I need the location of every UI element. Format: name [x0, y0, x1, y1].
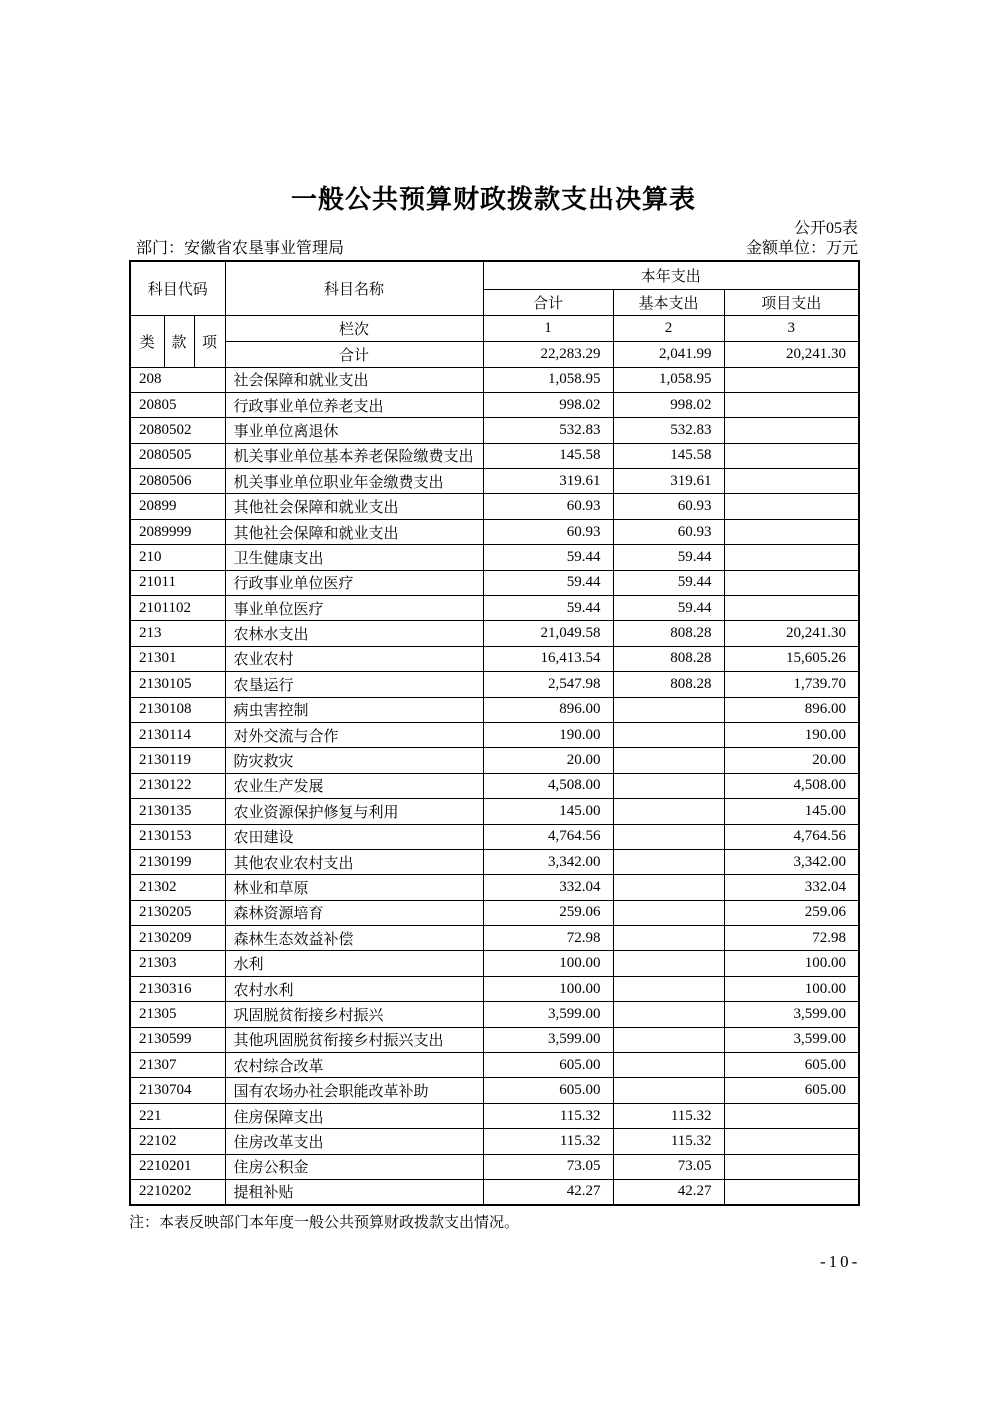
row-basic-cell: [613, 926, 724, 951]
grand-total-project: 20,241.30: [724, 341, 859, 367]
row-code-cell: 2130105: [130, 672, 225, 697]
row-basic-cell: [613, 799, 724, 824]
table-row: [130, 418, 859, 443]
row-project-cell: 100.00: [724, 976, 859, 1001]
row-name-cell: 卫生健康支出: [225, 545, 483, 570]
row-code-cell: 2210201: [130, 1154, 225, 1179]
row-project-cell: 605.00: [724, 1078, 859, 1103]
row-code-cell: 2130122: [130, 773, 225, 798]
row-total-cell: 100.00: [483, 951, 613, 976]
table-row: [130, 646, 859, 671]
row-total-cell: 998.02: [483, 392, 613, 417]
row-total-cell: 2,547.98: [483, 672, 613, 697]
table-row: [130, 1053, 859, 1078]
table-row: [130, 367, 859, 392]
grand-total-total: 22,283.29: [483, 341, 613, 367]
row-project-cell: 4,508.00: [724, 773, 859, 798]
row-project-cell: 259.06: [724, 900, 859, 925]
header-column-index-label: 栏次: [225, 315, 483, 341]
table-row: [130, 1002, 859, 1027]
page-number: -10-: [820, 1252, 861, 1271]
row-name-cell: 行政事业单位医疗: [225, 570, 483, 595]
row-code-cell: 2210202: [130, 1180, 225, 1205]
grand-total-label: 合计: [225, 341, 483, 367]
row-code-cell: 208: [130, 367, 225, 392]
row-code-cell: 20805: [130, 392, 225, 417]
row-total-cell: 4,764.56: [483, 824, 613, 849]
table-row: [130, 976, 859, 1001]
table-row: [130, 951, 859, 976]
row-project-cell: 1,739.70: [724, 672, 859, 697]
row-code-cell: 2130153: [130, 824, 225, 849]
table-row: [130, 621, 859, 646]
table-row: [130, 570, 859, 595]
row-total-cell: 259.06: [483, 900, 613, 925]
row-basic-cell: 73.05: [613, 1154, 724, 1179]
form-code-label: 公开05表: [793, 220, 858, 237]
row-name-cell: 农田建设: [225, 824, 483, 849]
table-row: [130, 1180, 859, 1205]
row-project-cell: 3,599.00: [724, 1027, 859, 1052]
row-project-cell: [724, 443, 859, 468]
table-row: [130, 443, 859, 468]
row-basic-cell: [613, 824, 724, 849]
row-project-cell: [724, 494, 859, 519]
row-basic-cell: [613, 1078, 724, 1103]
row-project-cell: 20.00: [724, 748, 859, 773]
row-project-cell: [724, 392, 859, 417]
row-name-cell: 国有农场办社会职能改革补助: [225, 1078, 483, 1103]
row-basic-cell: 60.93: [613, 519, 724, 544]
header-col-no-3: 3: [724, 315, 859, 341]
row-basic-cell: 60.93: [613, 494, 724, 519]
row-name-cell: 巩固脱贫衔接乡村振兴: [225, 1002, 483, 1027]
row-basic-cell: 59.44: [613, 570, 724, 595]
table-row: [130, 900, 859, 925]
row-name-cell: 农村水利: [225, 976, 483, 1001]
row-name-cell: 其他社会保障和就业支出: [225, 519, 483, 544]
row-name-cell: 农林水支出: [225, 621, 483, 646]
row-code-cell: 2130704: [130, 1078, 225, 1103]
row-name-cell: 提租补贴: [225, 1180, 483, 1205]
row-code-cell: 221: [130, 1103, 225, 1128]
row-basic-cell: [613, 1053, 724, 1078]
row-project-cell: 190.00: [724, 722, 859, 747]
row-name-cell: 森林资源培育: [225, 900, 483, 925]
unit-label: 金额单位：万元: [745, 240, 858, 257]
row-name-cell: 农业生产发展: [225, 773, 483, 798]
row-name-cell: 农垦运行: [225, 672, 483, 697]
row-total-cell: 605.00: [483, 1053, 613, 1078]
row-total-cell: 20.00: [483, 748, 613, 773]
row-basic-cell: [613, 1027, 724, 1052]
row-name-cell: 机关事业单位基本养老保险缴费支出: [225, 443, 483, 468]
header-col-basic: 基本支出: [613, 289, 724, 315]
table-row: [130, 875, 859, 900]
table-row: [130, 545, 859, 570]
row-total-cell: 115.32: [483, 1129, 613, 1154]
row-total-cell: 896.00: [483, 697, 613, 722]
row-code-cell: 2089999: [130, 519, 225, 544]
table-row: [130, 494, 859, 519]
row-code-cell: 21307: [130, 1053, 225, 1078]
header-col-no-1: 1: [483, 315, 613, 341]
row-basic-cell: [613, 976, 724, 1001]
row-name-cell: 行政事业单位养老支出: [225, 392, 483, 417]
row-total-cell: 16,413.54: [483, 646, 613, 671]
row-project-cell: [724, 570, 859, 595]
table-row: [130, 1103, 859, 1128]
table-row: [130, 773, 859, 798]
row-project-cell: 3,599.00: [724, 1002, 859, 1027]
row-total-cell: 3,599.00: [483, 1002, 613, 1027]
row-total-cell: 3,342.00: [483, 849, 613, 874]
row-code-cell: 2130135: [130, 799, 225, 824]
row-name-cell: 其他社会保障和就业支出: [225, 494, 483, 519]
row-code-cell: 2130108: [130, 697, 225, 722]
row-basic-cell: 1,058.95: [613, 367, 724, 392]
row-code-cell: 21011: [130, 570, 225, 595]
row-name-cell: 防灾救灾: [225, 748, 483, 773]
row-basic-cell: [613, 748, 724, 773]
row-project-cell: [724, 1154, 859, 1179]
row-project-cell: 4,764.56: [724, 824, 859, 849]
row-code-cell: 21302: [130, 875, 225, 900]
row-total-cell: 21,049.58: [483, 621, 613, 646]
table-row: [130, 672, 859, 697]
header-col-no-2: 2: [613, 315, 724, 341]
row-name-cell: 住房保障支出: [225, 1103, 483, 1128]
row-total-cell: 59.44: [483, 596, 613, 621]
row-code-cell: 2130114: [130, 722, 225, 747]
row-total-cell: 605.00: [483, 1078, 613, 1103]
row-code-cell: 2080502: [130, 418, 225, 443]
header-subject-name: 科目名称: [225, 261, 483, 315]
row-project-cell: [724, 367, 859, 392]
grand-total-row: [130, 341, 859, 367]
row-total-cell: 100.00: [483, 976, 613, 1001]
row-project-cell: 100.00: [724, 951, 859, 976]
row-name-cell: 机关事业单位职业年金缴费支出: [225, 469, 483, 494]
row-basic-cell: 115.32: [613, 1103, 724, 1128]
row-basic-cell: [613, 697, 724, 722]
grand-total-basic: 2,041.99: [613, 341, 724, 367]
row-project-cell: [724, 469, 859, 494]
header-subject-code: 科目代码: [130, 261, 225, 315]
row-total-cell: 145.58: [483, 443, 613, 468]
row-code-cell: 21303: [130, 951, 225, 976]
row-total-cell: 4,508.00: [483, 773, 613, 798]
row-basic-cell: [613, 900, 724, 925]
row-basic-cell: 115.32: [613, 1129, 724, 1154]
row-basic-cell: 808.28: [613, 672, 724, 697]
row-name-cell: 农业资源保护修复与利用: [225, 799, 483, 824]
row-basic-cell: 998.02: [613, 392, 724, 417]
row-project-cell: 332.04: [724, 875, 859, 900]
table-row: [130, 469, 859, 494]
header-row-3: [130, 315, 859, 341]
header-code-item: 项: [194, 315, 225, 367]
row-name-cell: 对外交流与合作: [225, 722, 483, 747]
row-name-cell: 农业农村: [225, 646, 483, 671]
row-code-cell: 2130199: [130, 849, 225, 874]
row-code-cell: 2080506: [130, 469, 225, 494]
row-name-cell: 森林生态效益补偿: [225, 926, 483, 951]
row-code-cell: 22102: [130, 1129, 225, 1154]
table-note: 注：本表反映部门本年度一般公共预算财政拨款支出情况。: [129, 1214, 520, 1231]
department-label: 部门：安徽省农垦事业管理局: [136, 240, 345, 257]
row-total-cell: 115.32: [483, 1103, 613, 1128]
row-basic-cell: 319.61: [613, 469, 724, 494]
row-code-cell: 213: [130, 621, 225, 646]
table-body: [130, 367, 859, 1205]
row-total-cell: 59.44: [483, 570, 613, 595]
meta-row: [129, 239, 858, 259]
row-code-cell: 2130205: [130, 900, 225, 925]
row-total-cell: 319.61: [483, 469, 613, 494]
row-code-cell: 2080505: [130, 443, 225, 468]
row-project-cell: 896.00: [724, 697, 859, 722]
table-row: [130, 1129, 859, 1154]
row-name-cell: 住房公积金: [225, 1154, 483, 1179]
row-basic-cell: 59.44: [613, 545, 724, 570]
row-project-cell: 605.00: [724, 1053, 859, 1078]
row-total-cell: 1,058.95: [483, 367, 613, 392]
row-total-cell: 190.00: [483, 722, 613, 747]
table-row: [130, 392, 859, 417]
row-project-cell: 145.00: [724, 799, 859, 824]
row-name-cell: 其他巩固脱贫衔接乡村振兴支出: [225, 1027, 483, 1052]
row-basic-cell: 808.28: [613, 646, 724, 671]
row-name-cell: 病虫害控制: [225, 697, 483, 722]
row-total-cell: 59.44: [483, 545, 613, 570]
row-project-cell: 15,605.26: [724, 646, 859, 671]
table-row: [130, 1078, 859, 1103]
row-basic-cell: [613, 773, 724, 798]
row-name-cell: 事业单位离退休: [225, 418, 483, 443]
table-row: [130, 519, 859, 544]
row-code-cell: 2130316: [130, 976, 225, 1001]
row-name-cell: 住房改革支出: [225, 1129, 483, 1154]
row-code-cell: 2130209: [130, 926, 225, 951]
row-total-cell: 42.27: [483, 1180, 613, 1205]
row-basic-cell: [613, 875, 724, 900]
header-current-year: 本年支出: [483, 261, 859, 289]
row-basic-cell: 532.83: [613, 418, 724, 443]
row-basic-cell: 59.44: [613, 596, 724, 621]
row-code-cell: 210: [130, 545, 225, 570]
row-project-cell: [724, 418, 859, 443]
page-title: 一般公共预算财政拨款支出决算表: [290, 184, 696, 214]
row-total-cell: 332.04: [483, 875, 613, 900]
row-code-cell: 20899: [130, 494, 225, 519]
row-total-cell: 73.05: [483, 1154, 613, 1179]
row-project-cell: 3,342.00: [724, 849, 859, 874]
header-col-total: 合计: [483, 289, 613, 315]
row-project-cell: 20,241.30: [724, 621, 859, 646]
row-project-cell: [724, 1180, 859, 1205]
table-row: [130, 1027, 859, 1052]
row-basic-cell: [613, 849, 724, 874]
row-code-cell: 21305: [130, 1002, 225, 1027]
row-total-cell: 145.00: [483, 799, 613, 824]
table-row: [130, 799, 859, 824]
row-basic-cell: [613, 951, 724, 976]
document-content: [129, 0, 858, 1233]
row-total-cell: 60.93: [483, 494, 613, 519]
row-name-cell: 林业和草原: [225, 875, 483, 900]
row-total-cell: 60.93: [483, 519, 613, 544]
row-project-cell: [724, 545, 859, 570]
header-code-section: 款: [164, 315, 194, 367]
row-name-cell: 其他农业农村支出: [225, 849, 483, 874]
row-code-cell: 2101102: [130, 596, 225, 621]
row-project-cell: 72.98: [724, 926, 859, 951]
row-basic-cell: 145.58: [613, 443, 724, 468]
row-basic-cell: [613, 1002, 724, 1027]
row-code-cell: 2130119: [130, 748, 225, 773]
row-code-cell: 21301: [130, 646, 225, 671]
row-total-cell: 72.98: [483, 926, 613, 951]
table-row: [130, 722, 859, 747]
table-row: [130, 824, 859, 849]
expenditure-table: [129, 260, 860, 1206]
row-project-cell: [724, 519, 859, 544]
table-row: [130, 596, 859, 621]
row-total-cell: 532.83: [483, 418, 613, 443]
row-basic-cell: 808.28: [613, 621, 724, 646]
row-name-cell: 农村综合改革: [225, 1053, 483, 1078]
table-row: [130, 697, 859, 722]
header-row-1: [130, 261, 859, 289]
row-code-cell: 2130599: [130, 1027, 225, 1052]
table-row: [130, 849, 859, 874]
row-name-cell: 社会保障和就业支出: [225, 367, 483, 392]
row-basic-cell: 42.27: [613, 1180, 724, 1205]
row-total-cell: 3,599.00: [483, 1027, 613, 1052]
row-project-cell: [724, 1129, 859, 1154]
row-basic-cell: [613, 722, 724, 747]
header-col-project: 项目支出: [724, 289, 859, 315]
table-row: [130, 748, 859, 773]
table-row: [130, 1154, 859, 1179]
header-code-class: 类: [130, 315, 164, 367]
row-project-cell: [724, 596, 859, 621]
table-row: [130, 926, 859, 951]
row-project-cell: [724, 1103, 859, 1128]
row-name-cell: 事业单位医疗: [225, 596, 483, 621]
row-name-cell: 水利: [225, 951, 483, 976]
